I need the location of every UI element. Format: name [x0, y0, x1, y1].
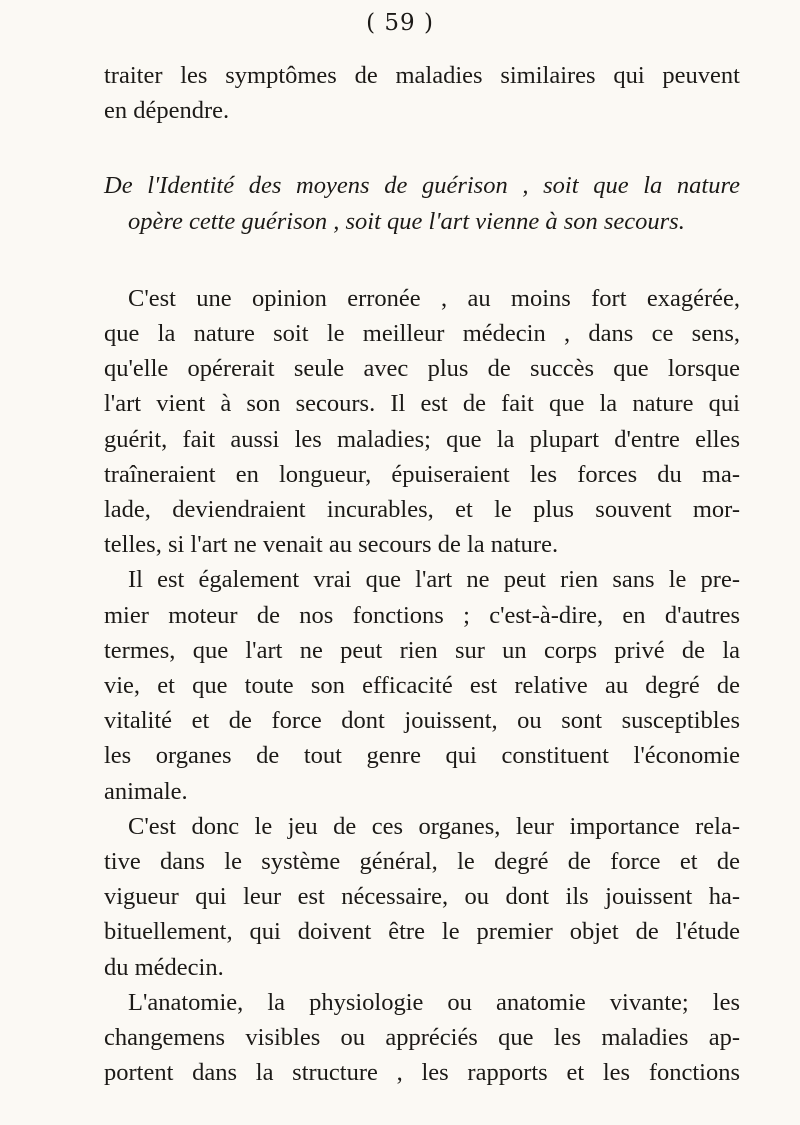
paragraph-2 — [104, 562, 740, 808]
text-line: L'anatomie, la physiologie ou anatomie vivante; les — [128, 988, 740, 1016]
text-line: du médecin. — [104, 953, 224, 981]
heading-line: De l'Identité des moyens de guérison , soit que la nature — [104, 172, 740, 200]
text-line: tive dans le système général, le degré de force et de — [104, 848, 740, 876]
text-line: C'est une opinion erronée , au moins fort exagérée, — [128, 284, 740, 312]
heading-line: opère cette guérison , soit que l'art vienne à son secours. — [128, 207, 685, 235]
text-line: guérit, fait aussi les maladies; que la plupart d'entre elles — [104, 425, 740, 453]
text-line: C'est donc le jeu de ces organes, leur importance rela- — [128, 812, 740, 840]
text-line: que la nature soit le meilleur médecin , dans ce sens, — [104, 320, 740, 348]
text-line: vitalité et de force dont jouissent, ou sont susceptibles — [104, 707, 740, 735]
text-line: traîneraient en longueur, épuiseraient les forces du ma- — [104, 460, 740, 488]
text-line: termes, que l'art ne peut rien sur un corps privé de la — [104, 636, 740, 664]
paragraph-3 — [104, 809, 740, 985]
text-line: lade, deviendraient incurables, et le plus souvent mor- — [104, 496, 740, 524]
text-line: Il est également vrai que l'art ne peut rien sans le pre- — [128, 566, 740, 594]
paragraph-1 — [104, 281, 740, 563]
text-line: changemens visibles ou appréciés que les maladies ap- — [104, 1024, 740, 1052]
text-line: portent dans la structure , les rapports et les fonctions — [104, 1059, 740, 1087]
text-line: animale. — [104, 777, 188, 805]
text-line: qu'elle opérerait seule avec plus de succès que lorsque — [104, 355, 740, 383]
paragraph-4 — [104, 985, 740, 1091]
page-number: ( 59 ) — [366, 10, 434, 36]
text-line: vie, et que toute son efficacité est relative au degré de — [104, 672, 740, 700]
text-line: les organes de tout genre qui constituent l'économie — [104, 742, 740, 770]
section-heading — [104, 168, 740, 238]
text-line: en dépendre. — [104, 97, 230, 125]
text-line: traiter les symptômes de maladies similaires qui peuvent — [104, 62, 740, 89]
page-body — [104, 58, 740, 1090]
text-line: vigueur qui leur est nécessaire, ou dont ils jouissent ha- — [104, 883, 740, 911]
intro-paragraph — [104, 58, 740, 128]
text-line: l'art vient à son secours. Il est de fait que la nature qui — [104, 390, 740, 418]
text-line: telles, si l'art ne venait au secours de la nature. — [104, 531, 559, 559]
text-line: bituellement, qui doivent être le premier objet de l'étude — [104, 918, 740, 946]
text-line: mier moteur de nos fonctions ; c'est-à-dire, en d'autres — [104, 601, 740, 629]
